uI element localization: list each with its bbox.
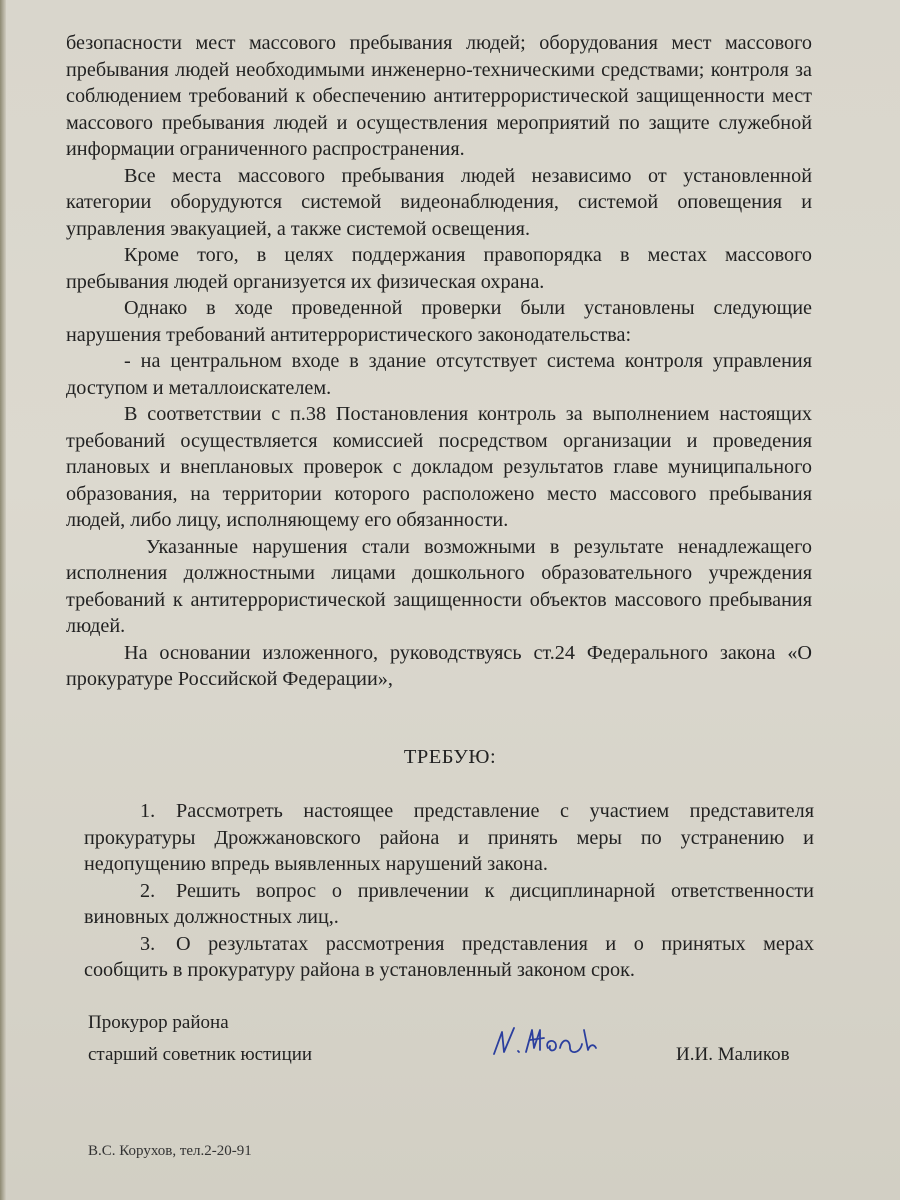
demand-item-3: 3. О результатах рассмотрения представления и о принятых мерах сообщить в прокуратуру района в установленный законом срок. (84, 932, 814, 981)
paragraph-8: На основании изложенного, руководствуясь ст.24 Федерального закона «О прокуратуре Российской Федерации», (66, 641, 812, 690)
paragraph-6: В соответствии с п.38 Постановления контроль за выполнением настоящих требований осуществляется комиссией посредством организации и проведения плановых и внеплановых проверок с докладом результатов главе муниципального образования, на территории которого расположено место массового пребывания людей, либо лицу, исполняющему его обязанности. (66, 403, 812, 531)
demand-item-2: 2. Решить вопрос о привлечении к дисциплинарной ответственности виновных должностных лиц,. (84, 879, 814, 928)
paragraph-violation: - на центральном входе в здание отсутствует система контроля управления доступом и металлоискателем. (66, 350, 812, 399)
demand-item-1: 1. Рассмотреть настоящее представление с участием представителя прокуратуры Дрожжановского района и принять меры по устранению и недопущению впредь выявленных нарушений закона. (84, 800, 814, 875)
demand-list (84, 798, 814, 984)
demand-heading: ТРЕБУЮ: (403, 746, 497, 768)
paragraph-2: Все места массового пребывания людей независимо от установленной категории оборудуются системой видеонаблюдения, системой оповещения и управления эвакуацией, а также системой освещения. (66, 164, 812, 240)
paragraph-1: безопасности мест массового пребывания людей; оборудования мест массового пребывания людей необходимыми инженерно-техническими средствами; контроля за соблюдением требований к обеспечению антитеррористической защищенности мест массового пребывания людей и осуществления мероприятий по защите служебной информации ограниченного распространения. (66, 32, 812, 160)
paragraph-4: Однако в ходе проведенной проверки были установлены следующие нарушения требований антитеррористического законодательства: (66, 297, 812, 346)
body-text (66, 30, 812, 693)
signatory-name: И.И. Маликов (676, 1044, 790, 1065)
page-edge-shadow (0, 0, 6, 1200)
executor-contact: В.С. Корухов, тел.2-20-91 (88, 1143, 252, 1159)
signatory-position-line1: Прокурор района (88, 1012, 229, 1033)
paragraph-3: Кроме того, в целях поддержания правопорядка в местах массового пребывания людей организуется их физическая охрана. (66, 244, 812, 293)
paragraph-7: Указанные нарушения стали возможными в результате ненадлежащего исполнения должностными лицами дошкольного образовательного учреждения требований к антитеррористической защищенности объектов массового пребывания людей. (66, 535, 812, 637)
signatory-position-line2: старший советник юстиции (88, 1044, 313, 1065)
handwritten-signature (488, 1018, 618, 1066)
